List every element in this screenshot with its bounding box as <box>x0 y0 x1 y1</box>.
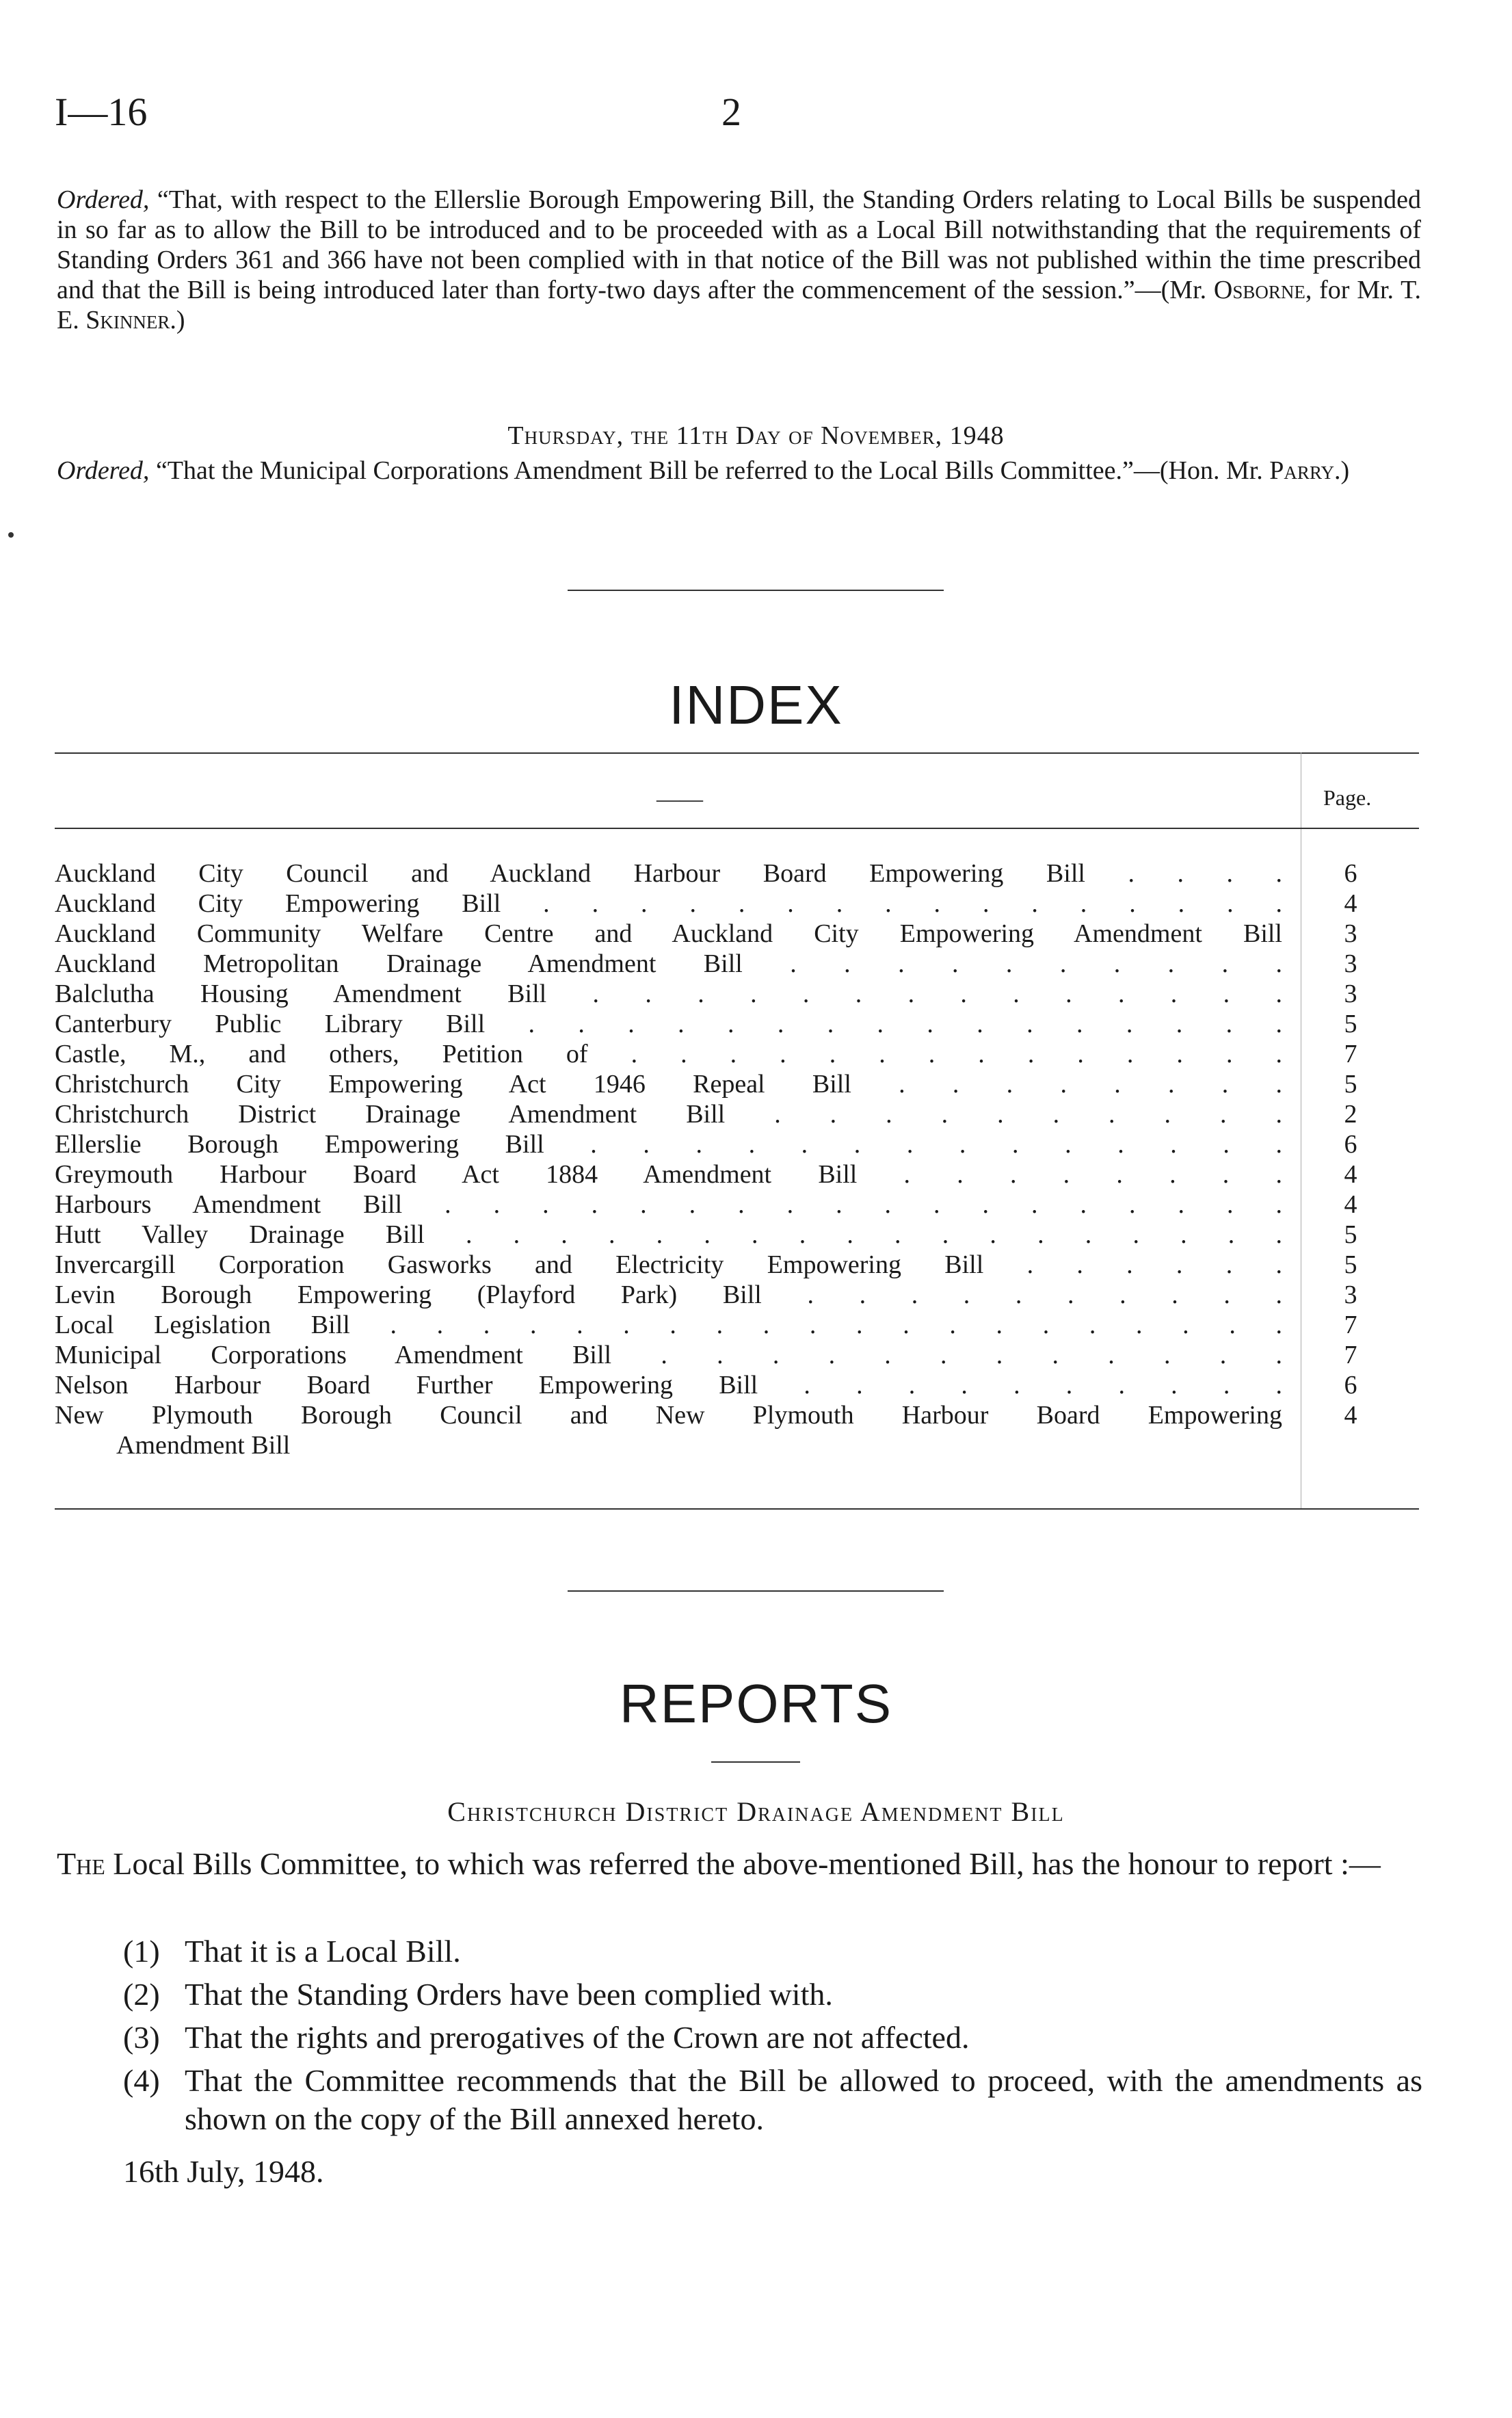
report-item <box>123 2062 1422 2138</box>
index-column-head-page: Page. <box>1323 785 1372 810</box>
index-row <box>55 1099 1419 1129</box>
index-row <box>55 1370 1419 1400</box>
report-intro <box>57 1845 1421 1883</box>
index-entry-page: 7 <box>1344 1311 1357 1339</box>
index-entry-title: Balclutha Housing Amendment Bill . . . . . . . . . . . . . . <box>55 980 1282 1008</box>
index-row <box>55 1400 1419 1430</box>
reports-title-rule <box>711 1761 800 1763</box>
index-row <box>55 889 1419 919</box>
report-item-number: (2) <box>123 1977 160 2012</box>
index-entry-page: 4 <box>1344 889 1357 918</box>
index-entry-page: 5 <box>1344 1220 1357 1249</box>
reports-title: REPORTS <box>619 1673 893 1734</box>
index-entry-title: Local Legislation Bill . . . . . . . . . . . . . . . . . . . . <box>55 1311 1282 1339</box>
index-title: INDEX <box>669 674 843 735</box>
report-item-number: (1) <box>123 1934 160 1969</box>
report-intro-text: Local Bills Committee, to which was referred the above-mentioned Bill, has the honour to report :— <box>105 1846 1381 1881</box>
report-bill-heading: Christchurch District Drainage Amendment Bill <box>447 1796 1065 1827</box>
order-lead: Ordered, <box>57 185 150 214</box>
report-intro-lead: The <box>57 1846 105 1881</box>
index-header-rule <box>55 828 1419 829</box>
index-entry-page-empty <box>1288 1430 1419 1460</box>
index-bottom-rule <box>55 1508 1419 1510</box>
report-item-number: (3) <box>123 2020 160 2055</box>
index-column-head-dash: —— <box>656 787 703 812</box>
index-row <box>55 1340 1419 1370</box>
mover-name: Osborne <box>1213 276 1305 304</box>
index-entry-title: Nelson Harbour Board Further Empowering Bill . . . . . . . . . . <box>55 1371 1282 1399</box>
index-row <box>55 1009 1419 1039</box>
index-entry-page: 3 <box>1344 919 1357 948</box>
report-item <box>123 1975 1422 2014</box>
report-date: 16th July, 1948. <box>123 2154 324 2189</box>
index-row <box>55 979 1419 1009</box>
index-entry-page: 2 <box>1344 1100 1357 1129</box>
index-entry-page: 4 <box>1344 1401 1357 1430</box>
index-rows <box>55 858 1419 1460</box>
index-row <box>55 1250 1419 1280</box>
mover-name-2: Skinner <box>85 306 170 334</box>
date-heading: Thursday, the 11th Day of November, 1948 <box>507 421 1005 450</box>
index-entry-title: Ellerslie Borough Empowering Bill . . . . . . . . . . . . . . <box>55 1130 1282 1159</box>
report-item-text: That the Committee recommends that the Bill be allowed to proceed, with the amendments as shown on the copy of the Bill annexed hereto. <box>185 2063 1422 2136</box>
index-entry-title: Auckland City Empowering Bill . . . . . . . . . . . . . . . . <box>55 889 1282 918</box>
index-entry-title: Auckland Community Welfare Centre and Auckland City Empowering Amendment Bill <box>55 919 1282 948</box>
order-text: “That, with respect to the Ellerslie Borough Empowering Bill, the Standing Orders relating to Local Bills be suspended in so far as to allow the Bill to be introduced and to be proceeded with as a Local Bill notwithstanding that the requirements of Standing Orders 361 and 366 have not been complied with in that notice of the Bill was not published within the time prescribed and that the Bill is being introduced later than forty-two days after the commencement of the session.”— <box>57 185 1421 304</box>
order-paragraph-ellerslie <box>57 185 1421 335</box>
mover-prefix: (Mr. <box>1160 276 1214 304</box>
index-entry-title: Auckland City Council and Auckland Harbour Board Empowering Bill . . . . <box>55 859 1282 888</box>
report-item-number: (4) <box>123 2063 160 2098</box>
index-entry-title: Auckland Metropolitan Drainage Amendment Bill . . . . . . . . . . <box>55 949 1282 978</box>
index-entry-title: Invercargill Corporation Gasworks and Electricity Empowering Bill . . . . . . <box>55 1250 1282 1279</box>
index-row <box>55 1159 1419 1190</box>
section-divider <box>568 1590 944 1592</box>
index-entry-title: Castle, M., and others, Petition of . . . . . . . . . . . . . . <box>55 1040 1282 1068</box>
index-entry-page: 3 <box>1344 980 1357 1008</box>
mover-name: Parry <box>1269 456 1334 485</box>
page-number: 2 <box>721 90 741 134</box>
report-item <box>123 1932 1422 1971</box>
index-entry-title: Harbours Amendment Bill . . . . . . . . . . . . . . . . . . <box>55 1190 1282 1219</box>
mover-mid: , for Mr. T. E. <box>57 276 1422 334</box>
index-entry-page: 4 <box>1344 1160 1357 1189</box>
index-entry-page: 4 <box>1344 1190 1357 1219</box>
report-item-text: That the rights and prerogatives of the Crown are not affected. <box>185 2020 970 2055</box>
index-entry-title: Christchurch District Drainage Amendment Bill . . . . . . . . . . <box>55 1100 1282 1129</box>
report-item-text: That the Standing Orders have been complied with. <box>185 1977 833 2012</box>
mover-suffix: .) <box>170 306 185 334</box>
section-divider <box>568 590 944 591</box>
index-entry-page: 5 <box>1344 1250 1357 1279</box>
index-entry-title: Christchurch City Empowering Act 1946 Repeal Bill . . . . . . . . <box>55 1070 1282 1099</box>
order-paragraph-municipal <box>57 456 1421 486</box>
index-row <box>55 1129 1419 1159</box>
index-entry-page: 7 <box>1344 1040 1357 1068</box>
index-row <box>55 1310 1419 1340</box>
index-row <box>55 1280 1419 1310</box>
index-table <box>55 752 1419 1519</box>
index-row <box>55 1190 1419 1220</box>
index-row <box>55 1220 1419 1250</box>
index-entry-page: 6 <box>1344 1130 1357 1159</box>
index-entry-title-continuation: Amendment Bill <box>116 1431 291 1460</box>
order-lead: Ordered, <box>57 456 150 485</box>
index-entry-page: 6 <box>1344 1371 1357 1399</box>
index-entry-title: Canterbury Public Library Bill . . . . . . . . . . . . . . . . <box>55 1010 1282 1038</box>
index-row <box>55 919 1419 949</box>
index-entry-page: 3 <box>1344 949 1357 978</box>
index-entry-title: Levin Borough Empowering (Playford Park) Bill . . . . . . . . . . <box>55 1280 1282 1309</box>
index-row <box>55 1039 1419 1069</box>
report-item <box>123 2019 1422 2057</box>
report-item-text: That it is a Local Bill. <box>185 1934 461 1969</box>
index-entry-page: 5 <box>1344 1010 1357 1038</box>
index-entry-title: Greymouth Harbour Board Act 1884 Amendment Bill . . . . . . . . <box>55 1160 1282 1189</box>
index-top-rule <box>55 752 1419 754</box>
margin-mark <box>8 532 14 538</box>
document-code: I—16 <box>55 90 148 134</box>
index-row-continuation <box>55 1430 1419 1460</box>
index-row <box>55 858 1419 889</box>
index-entry-title: Municipal Corporations Amendment Bill . . . . . . . . . . . . <box>55 1341 1282 1369</box>
index-entry-page: 7 <box>1344 1341 1357 1369</box>
index-entry-title: New Plymouth Borough Council and New Plymouth Harbour Board Empowering <box>55 1401 1282 1430</box>
index-row <box>55 949 1419 979</box>
index-entry-page: 6 <box>1344 859 1357 888</box>
index-entry-page: 5 <box>1344 1070 1357 1099</box>
index-entry-page: 3 <box>1344 1280 1357 1309</box>
mover-suffix: .) <box>1334 456 1350 485</box>
index-entry-title: Hutt Valley Drainage Bill . . . . . . . . . . . . . . . . . . <box>55 1220 1282 1249</box>
index-row <box>55 1069 1419 1099</box>
order-text: “That the Municipal Corporations Amendment Bill be referred to the Local Bills Committee.”—(Hon. Mr. <box>149 456 1270 485</box>
